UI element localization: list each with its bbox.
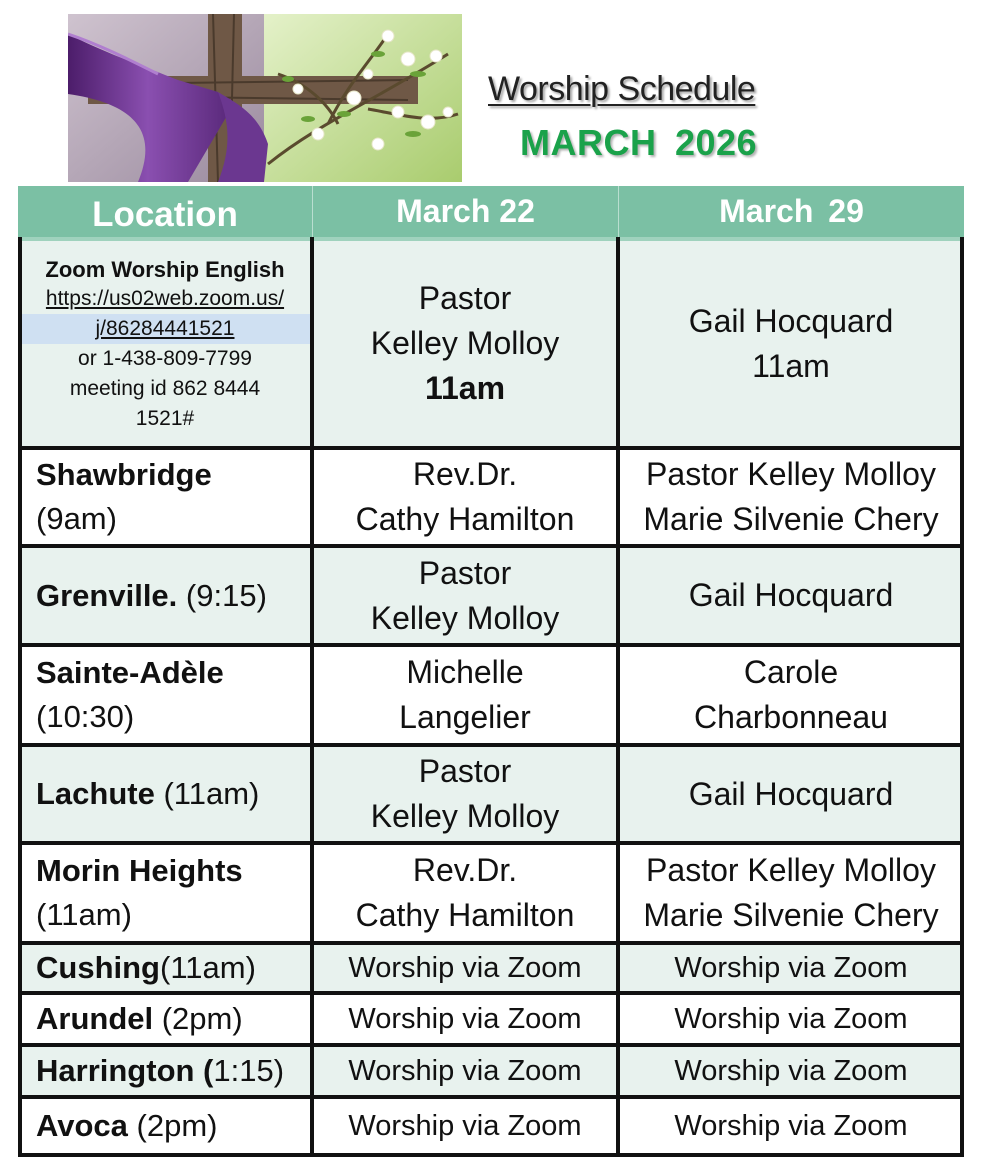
table-row — [18, 747, 964, 841]
table-row — [18, 945, 964, 991]
march29-cell — [618, 1099, 964, 1153]
location-name: Sainte-Adèle — [36, 655, 224, 690]
zoom-meeting-id: meeting id 862 8444 — [69, 376, 261, 400]
location-time: (11am) — [160, 950, 256, 985]
march22-cell — [312, 450, 618, 544]
location-time: (2pm) — [127, 1108, 218, 1143]
table-row — [18, 647, 964, 743]
location-cell — [18, 845, 312, 941]
table-row-zoom — [18, 241, 964, 446]
leader-line: Worship via Zoom — [674, 1055, 908, 1087]
location-name: Cushing(11am) — [36, 950, 256, 985]
zoom-link-line2[interactable]: j/86284441521 — [18, 314, 312, 344]
column-divider — [616, 237, 620, 1157]
leader-line: Gail Hocquard — [688, 302, 894, 339]
march22-cell — [312, 1099, 618, 1153]
table-border-left — [18, 237, 22, 1157]
column-divider — [310, 237, 314, 1157]
march22-cell — [312, 548, 618, 643]
row-divider — [18, 1095, 964, 1099]
march22-cell — [312, 747, 618, 841]
leader-line: Pastor — [418, 280, 512, 316]
location-name: Arundel (2pm) — [36, 1001, 243, 1036]
march29-cell — [618, 747, 964, 841]
location-time: (9am) — [36, 501, 117, 536]
march29-cell — [618, 845, 964, 941]
location-name: Shawbridge — [36, 457, 212, 492]
leader-line: Kelley Molloy — [370, 599, 560, 636]
zoom-phone: or 1-438-809-7799 — [78, 346, 252, 370]
service-time: 11am — [424, 370, 506, 406]
location-name: Avoca (2pm) — [36, 1108, 218, 1143]
table-row — [18, 1099, 964, 1153]
row-divider — [18, 841, 964, 845]
leader-line: Rev.Dr. — [412, 852, 518, 888]
march22-cell — [312, 845, 618, 941]
leader-line: Worship via Zoom — [674, 952, 908, 984]
table-row — [18, 548, 964, 643]
leader-line: Pastor — [418, 753, 512, 789]
row-divider — [18, 446, 964, 450]
leader-line: Langelier — [399, 699, 531, 735]
location-name: Grenville. (9:15) — [36, 577, 267, 613]
zoom-title: Zoom Worship English — [45, 256, 285, 282]
leader-line: Pastor Kelley Molloy — [646, 456, 936, 492]
location-time: (11am) — [36, 897, 132, 932]
location-cell — [18, 450, 312, 544]
table-row — [18, 450, 964, 544]
location-cell — [18, 747, 312, 841]
leader-line: Charbonneau — [694, 699, 888, 735]
location-name: Lachute (11am) — [36, 776, 260, 811]
leader-line: Pastor Kelley Molloy — [646, 852, 936, 888]
leader-line: Kelley Molloy — [370, 798, 560, 834]
location-time: (9:15) — [177, 577, 267, 613]
leader-line: Carole — [743, 654, 839, 690]
march22-cell — [312, 945, 618, 991]
leader-line: Pastor — [418, 554, 512, 591]
location-time: (10:30) — [36, 699, 135, 734]
row-divider — [18, 1043, 964, 1047]
leader-line: Gail Hocquard — [688, 577, 894, 613]
cross-blossom-illustration — [68, 14, 462, 182]
leader-line: Gail Hocquard — [688, 775, 894, 812]
location-cell — [18, 1047, 312, 1095]
march29-cell — [618, 647, 964, 743]
zoom-link-line1[interactable]: https://us02web.zoom.us/ — [45, 286, 285, 310]
march22-cell — [312, 995, 618, 1043]
leader-line: Cathy Hamilton — [355, 897, 575, 933]
leader-line: Worship via Zoom — [348, 952, 582, 984]
march29-cell — [618, 945, 964, 991]
march22-cell — [312, 647, 618, 743]
leader-line: Worship via Zoom — [674, 1110, 908, 1142]
leader-line: Worship via Zoom — [348, 1110, 582, 1142]
leader-line: Worship via Zoom — [674, 1003, 908, 1035]
table-row — [18, 995, 964, 1043]
leader-line: Rev.Dr. — [412, 456, 518, 492]
column-header-march-29: March 29 — [618, 186, 964, 237]
row-divider — [18, 941, 964, 945]
leader-line: Marie Silvenie Chery — [643, 897, 939, 933]
zoom-meeting-id-cont: 1521# — [135, 406, 195, 430]
row-divider — [18, 743, 964, 747]
zoom-march22-cell — [312, 241, 618, 446]
location-cell — [18, 647, 312, 743]
location-name: Morin Heights — [36, 853, 243, 888]
location-cell — [18, 995, 312, 1043]
location-time: 1:15) — [213, 1053, 285, 1088]
row-divider — [18, 1153, 964, 1157]
row-divider — [18, 643, 964, 647]
row-divider — [18, 991, 964, 995]
leader-line: Worship via Zoom — [348, 1003, 582, 1035]
location-time: (2pm) — [153, 1001, 243, 1036]
location-cell — [18, 1099, 312, 1153]
leader-line: Marie Silvenie Chery — [643, 501, 939, 537]
table-border-right — [960, 237, 964, 1157]
march29-cell — [618, 450, 964, 544]
march29-cell — [618, 1047, 964, 1095]
leader-line: Worship via Zoom — [348, 1055, 582, 1087]
leader-line: Michelle — [406, 654, 524, 690]
location-cell — [18, 548, 312, 643]
page-subtitle: MARCH 2026 — [520, 122, 758, 163]
zoom-location-cell — [18, 241, 312, 446]
service-time: 11am — [752, 347, 830, 384]
column-header-march-22: March 22 — [312, 186, 618, 237]
location-cell — [18, 945, 312, 991]
column-header-location: Location — [18, 186, 312, 237]
location-name: Harrington (1:15) — [36, 1053, 285, 1088]
march29-cell — [618, 548, 964, 643]
leader-line: Cathy Hamilton — [355, 501, 575, 537]
header-banner-image — [68, 14, 462, 182]
march22-cell — [312, 1047, 618, 1095]
row-divider — [18, 544, 964, 548]
zoom-march29-cell — [618, 241, 964, 446]
table-row — [18, 845, 964, 941]
table-row — [18, 1047, 964, 1095]
leader-line: Kelley Molloy — [370, 325, 560, 361]
location-time: (11am) — [154, 776, 260, 811]
march29-cell — [618, 995, 964, 1043]
page-title: Worship Schedule — [488, 70, 756, 108]
